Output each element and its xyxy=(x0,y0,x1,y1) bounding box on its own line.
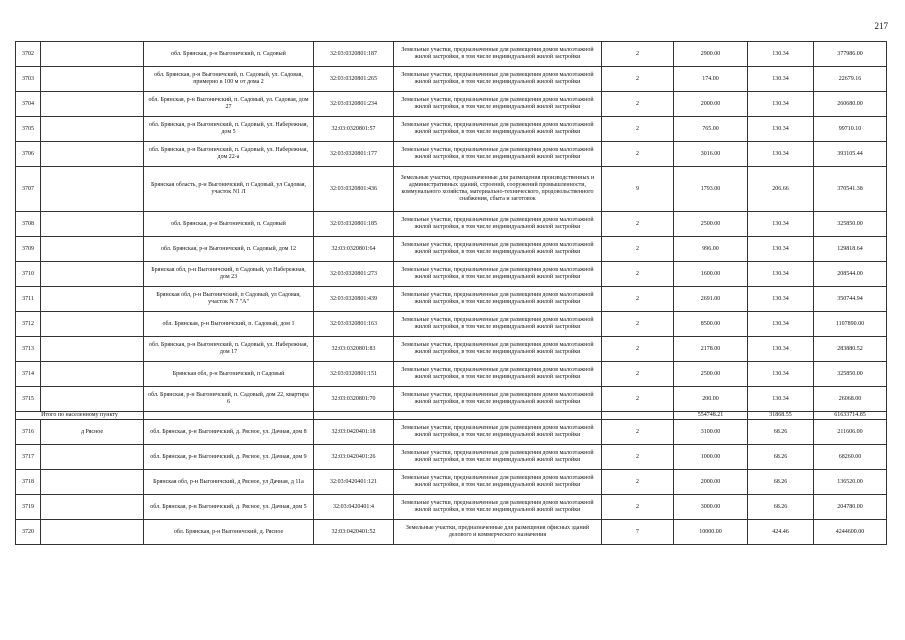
land-registry-table xyxy=(15,41,887,545)
locality-cell xyxy=(41,287,144,312)
area-cell: 996.00 xyxy=(674,237,748,262)
cadastral-value-cell: 26068.00 xyxy=(814,387,887,412)
row-number-cell: 3715 xyxy=(16,387,41,412)
address-cell: обл. Брянская, р-н Выгоничский, п. Садовый, ул. Набережная, дом 5 xyxy=(144,117,314,142)
rate-cell: 130.34 xyxy=(748,337,814,362)
row-number-cell: 3708 xyxy=(16,212,41,237)
cadastral-value-cell: 68260.00 xyxy=(814,445,887,470)
table-row xyxy=(16,237,887,262)
table-row xyxy=(16,420,887,445)
rate-cell: 130.34 xyxy=(748,237,814,262)
locality-cell xyxy=(41,67,144,92)
group-cell: 2 xyxy=(602,67,674,92)
rate-cell: 130.34 xyxy=(748,67,814,92)
land-purpose-cell: Земельные участки, предназначенные для размещения домов малоэтажной жилой застройки, в том числе индивидуальной жилой застройки xyxy=(394,495,602,520)
total-label-cell: Итого по населенному пункту xyxy=(16,412,144,420)
area-cell: 174.00 xyxy=(674,67,748,92)
row-number-cell: 3719 xyxy=(16,495,41,520)
address-cell: Брянская область, р-н Выгоничский, п Садовый, ул Садовая, участок N1 Л xyxy=(144,167,314,212)
cadastral-number-cell: 32:03:0320801:177 xyxy=(314,142,394,167)
address-cell: Брянская обл, р-н Выгоничский, п Садовый xyxy=(144,362,314,387)
page-number: 217 xyxy=(874,21,888,31)
cadastral-number-cell: 32:03:0320801:187 xyxy=(314,42,394,67)
cadastral-number-cell: 32:03:0320801:185 xyxy=(314,212,394,237)
cadastral-value-cell: 377986.00 xyxy=(814,42,887,67)
locality-cell xyxy=(41,470,144,495)
total-rate-cell: 31868.55 xyxy=(748,412,814,420)
group-cell: 2 xyxy=(602,42,674,67)
address-cell: обл. Брянская, р-н Выгоничский, д. Рясное xyxy=(144,520,314,545)
table-row xyxy=(16,142,887,167)
land-purpose-cell: Земельные участки, предназначенные для размещения домов малоэтажной жилой застройки, в том числе индивидуальной жилой застройки xyxy=(394,445,602,470)
area-cell: 2900.00 xyxy=(674,42,748,67)
land-purpose-cell: Земельные участки, предназначенные для размещения производственных и административных зданий, строений, сооружений промышленности, коммунального хозяйства, материально-технического, продовольственного снабжения, сбыта и заготовок xyxy=(394,167,602,212)
row-number-cell: 3703 xyxy=(16,67,41,92)
rate-cell: 130.34 xyxy=(748,117,814,142)
table-row xyxy=(16,67,887,92)
locality-cell xyxy=(41,312,144,337)
land-purpose-cell: Земельные участки, предназначенные для размещения домов малоэтажной жилой застройки, в том числе индивидуальной жилой застройки xyxy=(394,92,602,117)
land-purpose-cell: Земельные участки, предназначенные для размещения домов малоэтажной жилой застройки, в том числе индивидуальной жилой застройки xyxy=(394,237,602,262)
address-cell: обл. Брянская, р-н Выгоничский, п. Садовый, дом 1 xyxy=(144,312,314,337)
cadastral-number-cell: 32:03:0320801:151 xyxy=(314,362,394,387)
rate-cell: 130.34 xyxy=(748,312,814,337)
row-number-cell: 3711 xyxy=(16,287,41,312)
group-cell: 2 xyxy=(602,337,674,362)
rate-cell: 68.26 xyxy=(748,470,814,495)
cadastral-number-cell: 32:03:0320801:64 xyxy=(314,237,394,262)
cadastral-value-cell: 99710.10 xyxy=(814,117,887,142)
cadastral-number-cell: 32:03:0320801:163 xyxy=(314,312,394,337)
rate-cell: 130.34 xyxy=(748,92,814,117)
row-number-cell: 3720 xyxy=(16,520,41,545)
area-cell: 2691.00 xyxy=(674,287,748,312)
land-purpose-cell: Земельные участки, предназначенные для размещения домов малоэтажной жилой застройки, в том числе индивидуальной жилой застройки xyxy=(394,362,602,387)
area-cell: 3100.00 xyxy=(674,420,748,445)
address-cell: обл. Брянская, р-н Выгоничский, п. Садовый, дом 22, квартира 6 xyxy=(144,387,314,412)
rate-cell: 130.34 xyxy=(748,387,814,412)
address-cell: обл. Брянская, р-н Выгоничский, д. Рясное, ул. Дачная, дом 9 xyxy=(144,445,314,470)
total-empty-cell xyxy=(602,412,674,420)
locality-cell xyxy=(41,117,144,142)
group-cell: 2 xyxy=(602,117,674,142)
rate-cell: 68.26 xyxy=(748,445,814,470)
address-cell: обл. Брянская, р-н Выгоничский, п. Садовый xyxy=(144,212,314,237)
rate-cell: 130.34 xyxy=(748,362,814,387)
locality-cell xyxy=(41,262,144,287)
land-purpose-cell: Земельные участки, предназначенные для размещения офисных зданий делового и коммерческого назначения xyxy=(394,520,602,545)
address-cell: обл. Брянская, р-н Выгоничский, п. Садовый, дом 12 xyxy=(144,237,314,262)
table-row xyxy=(16,92,887,117)
cadastral-value-cell: 260680.00 xyxy=(814,92,887,117)
area-cell: 2000.00 xyxy=(674,92,748,117)
row-number-cell: 3706 xyxy=(16,142,41,167)
cadastral-number-cell: 32:03:0420401:18 xyxy=(314,420,394,445)
area-cell: 1600.00 xyxy=(674,262,748,287)
area-cell: 765.00 xyxy=(674,117,748,142)
group-cell: 2 xyxy=(602,92,674,117)
cadastral-number-cell: 32:03:0320801:234 xyxy=(314,92,394,117)
area-cell: 2500.00 xyxy=(674,362,748,387)
row-number-cell: 3713 xyxy=(16,337,41,362)
area-cell: 3016.00 xyxy=(674,142,748,167)
land-purpose-cell: Земельные участки, предназначенные для размещения домов малоэтажной жилой застройки, в том числе индивидуальной жилой застройки xyxy=(394,42,602,67)
cadastral-value-cell: 208544.00 xyxy=(814,262,887,287)
total-empty-cell xyxy=(394,412,602,420)
cadastral-value-cell: 129818.64 xyxy=(814,237,887,262)
table-row xyxy=(16,117,887,142)
locality-cell xyxy=(41,362,144,387)
address-cell: обл. Брянская, р-н Выгоничский, п. Садовый, ул. Садовая, примерно в 100 м от дома 2 xyxy=(144,67,314,92)
cadastral-value-cell: 204780.00 xyxy=(814,495,887,520)
table-row xyxy=(16,212,887,237)
cadastral-value-cell: 136520.00 xyxy=(814,470,887,495)
locality-cell xyxy=(41,237,144,262)
row-number-cell: 3710 xyxy=(16,262,41,287)
total-empty-cell xyxy=(144,412,314,420)
cadastral-value-cell: 22679.16 xyxy=(814,67,887,92)
land-purpose-cell: Земельные участки, предназначенные для размещения домов малоэтажной жилой застройки, в том числе индивидуальной жилой застройки xyxy=(394,142,602,167)
row-number-cell: 3712 xyxy=(16,312,41,337)
row-number-cell: 3704 xyxy=(16,92,41,117)
land-purpose-cell: Земельные участки, предназначенные для размещения домов малоэтажной жилой застройки, в том числе индивидуальной жилой застройки xyxy=(394,212,602,237)
land-purpose-cell: Земельные участки, предназначенные для размещения домов малоэтажной жилой застройки, в том числе индивидуальной жилой застройки xyxy=(394,67,602,92)
table-row xyxy=(16,520,887,545)
cadastral-number-cell: 32:03:0320801:70 xyxy=(314,387,394,412)
area-cell: 200.00 xyxy=(674,387,748,412)
group-cell: 2 xyxy=(602,142,674,167)
group-cell: 2 xyxy=(602,495,674,520)
cadastral-number-cell: 32:03:0320801:57 xyxy=(314,117,394,142)
row-number-cell: 3718 xyxy=(16,470,41,495)
locality-cell: д Рясное xyxy=(41,420,144,445)
address-cell: обл. Брянская, р-н Выгоничский, п. Садовый, ул. Набережная, дом 17 xyxy=(144,337,314,362)
cadastral-number-cell: 32:03:0320801:265 xyxy=(314,67,394,92)
cadastral-value-cell: 325850.00 xyxy=(814,212,887,237)
table-row xyxy=(16,312,887,337)
group-cell: 7 xyxy=(602,520,674,545)
row-number-cell: 3714 xyxy=(16,362,41,387)
address-cell: обл. Брянская, р-н Выгоничский, п. Садовый, ул. Садовая, дом 27 xyxy=(144,92,314,117)
group-cell: 2 xyxy=(602,287,674,312)
row-number-cell: 3717 xyxy=(16,445,41,470)
cadastral-value-cell: 211606.00 xyxy=(814,420,887,445)
cadastral-value-cell: 325850.00 xyxy=(814,362,887,387)
land-purpose-cell: Земельные участки, предназначенные для размещения домов малоэтажной жилой застройки, в том числе индивидуальной жилой застройки xyxy=(394,312,602,337)
address-cell: Брянская обл, р-н Выгоничский, д Рясное, ул Дачная, д 11а xyxy=(144,470,314,495)
locality-cell xyxy=(41,42,144,67)
cadastral-number-cell: 32:03:0320801:439 xyxy=(314,287,394,312)
cadastral-value-cell: 1107890.00 xyxy=(814,312,887,337)
rate-cell: 130.34 xyxy=(748,142,814,167)
group-cell: 2 xyxy=(602,212,674,237)
area-cell: 10000.00 xyxy=(674,520,748,545)
total-area-cell: 554748.21 xyxy=(674,412,748,420)
locality-cell xyxy=(41,212,144,237)
land-purpose-cell: Земельные участки, предназначенные для размещения домов малоэтажной жилой застройки, в том числе индивидуальной жилой застройки xyxy=(394,287,602,312)
area-cell: 8500.00 xyxy=(674,312,748,337)
cadastral-number-cell: 32:03:0420401:26 xyxy=(314,445,394,470)
locality-cell xyxy=(41,167,144,212)
rate-cell: 206.66 xyxy=(748,167,814,212)
address-cell: Брянская обл, р-н Выгоничский, п Садовый, ул Садовая, участок N 7 "А" xyxy=(144,287,314,312)
row-number-cell: 3702 xyxy=(16,42,41,67)
group-cell: 2 xyxy=(602,470,674,495)
rate-cell: 130.34 xyxy=(748,287,814,312)
group-cell: 9 xyxy=(602,167,674,212)
land-purpose-cell: Земельные участки, предназначенные для размещения домов малоэтажной жилой застройки, в том числе индивидуальной жилой застройки xyxy=(394,420,602,445)
cadastral-number-cell: 32:03:0320801:273 xyxy=(314,262,394,287)
cadastral-value-cell: 283880.52 xyxy=(814,337,887,362)
group-cell: 2 xyxy=(602,362,674,387)
cadastral-number-cell: 32:03:0420401:4 xyxy=(314,495,394,520)
area-cell: 3000.00 xyxy=(674,495,748,520)
land-purpose-cell: Земельные участки, предназначенные для размещения домов малоэтажной жилой застройки, в том числе индивидуальной жилой застройки xyxy=(394,117,602,142)
land-purpose-cell: Земельные участки, предназначенные для размещения домов малоэтажной жилой застройки, в том числе индивидуальной жилой застройки xyxy=(394,262,602,287)
cadastral-value-cell: 393105.44 xyxy=(814,142,887,167)
cadastral-value-cell: 4244600.00 xyxy=(814,520,887,545)
land-purpose-cell: Земельные участки, предназначенные для размещения домов малоэтажной жилой застройки, в том числе индивидуальной жилой застройки xyxy=(394,337,602,362)
locality-cell xyxy=(41,142,144,167)
group-cell: 2 xyxy=(602,420,674,445)
table-row xyxy=(16,42,887,67)
table-row xyxy=(16,287,887,312)
group-cell: 2 xyxy=(602,445,674,470)
address-cell: обл. Брянская, р-н Выгоничский, п. Садовый, ул. Набережная, дом 22-а xyxy=(144,142,314,167)
row-number-cell: 3709 xyxy=(16,237,41,262)
total-row xyxy=(16,412,887,420)
cadastral-number-cell: 32:03:0420401:52 xyxy=(314,520,394,545)
locality-cell xyxy=(41,495,144,520)
address-cell: обл. Брянская, р-н Выгоничский, д. Рясное, ул. Дачная, дом 8 xyxy=(144,420,314,445)
total-empty-cell xyxy=(314,412,394,420)
total-value-cell: 61633714.85 xyxy=(814,412,887,420)
address-cell: Брянская обл, р-н Выгоничский, п Садовый, ул Набережная, дом 23 xyxy=(144,262,314,287)
area-cell: 2178.00 xyxy=(674,337,748,362)
table-row xyxy=(16,167,887,212)
rate-cell: 130.34 xyxy=(748,42,814,67)
rate-cell: 68.26 xyxy=(748,420,814,445)
address-cell: обл. Брянская, р-н Выгоничский, д. Рясное, ул. Дачная, дом 5 xyxy=(144,495,314,520)
locality-cell xyxy=(41,520,144,545)
table-row xyxy=(16,337,887,362)
area-cell: 1000.00 xyxy=(674,445,748,470)
locality-cell xyxy=(41,387,144,412)
cadastral-value-cell: 350744.94 xyxy=(814,287,887,312)
rate-cell: 130.34 xyxy=(748,212,814,237)
table-row xyxy=(16,387,887,412)
group-cell: 2 xyxy=(602,237,674,262)
table-row xyxy=(16,262,887,287)
locality-cell xyxy=(41,92,144,117)
row-number-cell: 3705 xyxy=(16,117,41,142)
cadastral-number-cell: 32:03:0320801:83 xyxy=(314,337,394,362)
address-cell: обл. Брянская, р-н Выгоничский, п. Садовый xyxy=(144,42,314,67)
table-row xyxy=(16,495,887,520)
table-row xyxy=(16,470,887,495)
rate-cell: 68.26 xyxy=(748,495,814,520)
table-row xyxy=(16,445,887,470)
row-number-cell: 3707 xyxy=(16,167,41,212)
rate-cell: 130.34 xyxy=(748,262,814,287)
table-row xyxy=(16,362,887,387)
group-cell: 2 xyxy=(602,387,674,412)
rate-cell: 424.46 xyxy=(748,520,814,545)
land-purpose-cell: Земельные участки, предназначенные для размещения домов малоэтажной жилой застройки, в том числе индивидуальной жилой застройки xyxy=(394,387,602,412)
group-cell: 2 xyxy=(602,262,674,287)
row-number-cell: 3716 xyxy=(16,420,41,445)
cadastral-value-cell: 370541.38 xyxy=(814,167,887,212)
land-purpose-cell: Земельные участки, предназначенные для размещения домов малоэтажной жилой застройки, в том числе индивидуальной жилой застройки xyxy=(394,470,602,495)
cadastral-number-cell: 32:03:0320801:436 xyxy=(314,167,394,212)
locality-cell xyxy=(41,337,144,362)
cadastral-number-cell: 32:03:0420401:121 xyxy=(314,470,394,495)
locality-cell xyxy=(41,445,144,470)
area-cell: 2000.00 xyxy=(674,470,748,495)
area-cell: 1793.00 xyxy=(674,167,748,212)
area-cell: 2500.00 xyxy=(674,212,748,237)
group-cell: 2 xyxy=(602,312,674,337)
